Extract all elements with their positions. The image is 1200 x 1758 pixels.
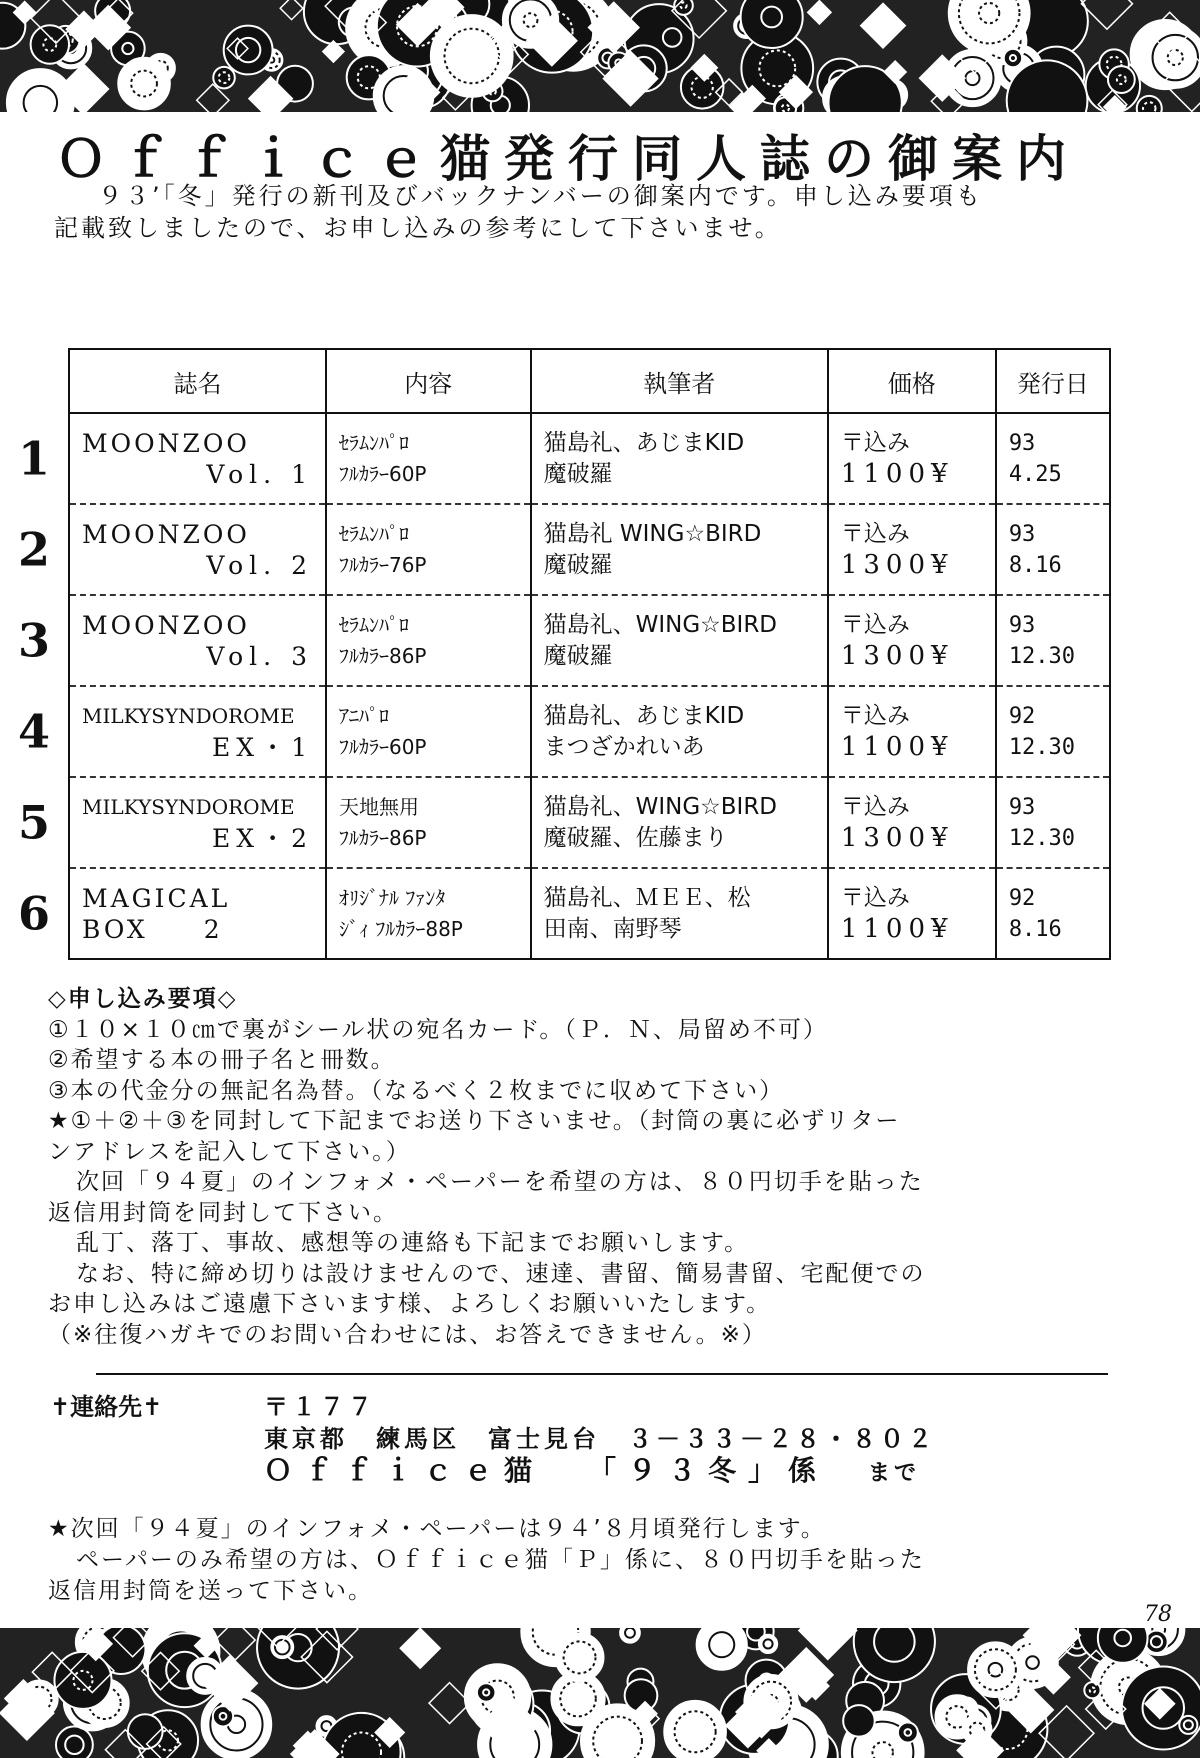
header-title: 誌名 [69,349,326,413]
guide-line: ①１０×１０㎝で裏がシール状の宛名カード。（Ｐ．Ｎ、局留め不可） [48,1016,828,1043]
price-value: 1100¥ [840,913,954,944]
date-year: 92 [1008,885,1036,911]
price-value: 1300¥ [840,549,954,580]
price-note: 〒込み [840,702,910,729]
price-note: 〒込み [840,429,910,456]
date-day: 12.30 [1008,734,1076,760]
table-row [69,686,1110,777]
cell-content [326,504,531,595]
bottom-ornament-medallion [759,1635,777,1653]
content-line-1: ｵﾘｼﾞﾅﾙ ﾌｧﾝﾀ [338,885,446,910]
bottom-ornament-medallion [556,1633,604,1681]
price-value: 1300¥ [840,822,954,853]
cell-date [996,777,1110,868]
title-line-1: MILKYSYNDOROME [82,703,295,728]
guide-line: お申し込みはご遠慮下さいます様、よろしくお願いいたします。 [48,1291,772,1317]
order-guide [48,984,1158,1350]
guide-line: 次回「９４夏」のインフォメ・ペーパーを希望の方は、８０円切手を貼った [76,1169,924,1195]
bottom-ornament-medallion [477,1683,496,1702]
contact-address [264,1391,936,1455]
authors-line-2: 魔破羅 [543,642,613,669]
authors-line-2: まつざかれいあ [543,733,705,760]
date-year: 92 [1008,703,1036,729]
table-header-row [69,349,1110,413]
ornament-pattern-bottom [0,1628,1200,1758]
contact-office [264,1455,920,1490]
title-line-1: MAGICAL [82,883,231,913]
date-year: 93 [1008,794,1036,820]
content-line-2: ﾌﾙｶﾗｰ86P [338,825,427,850]
date-day: 8.16 [1008,552,1062,578]
cell-title [17,777,326,868]
cell-price [828,413,996,504]
guide-line: ★①＋②＋③を同封して下記までお送り下さいませ。（封筒の裏に必ずリター [48,1108,901,1134]
authors-line-2: 魔破羅、佐藤まり [543,824,728,851]
cell-title [17,504,326,595]
cell-date [996,595,1110,686]
bottom-ornament-medallion [271,1636,293,1658]
cell-price [828,595,996,686]
page-title: Ｏｆｆｉｃｅ猫発行同人誌の御案内 [56,129,1080,188]
content-line-1: ｱﾆﾊﾟﾛ [338,703,389,728]
cell-content [326,777,531,868]
decorative-top-border [0,0,1200,112]
top-ornament-medallion [213,67,235,89]
title-line-1: MILKYSYNDOROME [82,794,295,819]
title-line-2: Vol. 1 [206,459,313,489]
intro-line-2: 記載致しましたので、お申し込みの参考にして下さいませ。 [54,214,782,242]
cell-date [996,686,1110,777]
date-day: 4.25 [1008,461,1062,487]
bottom-ornament-medallion [843,1705,875,1737]
office-name: Ｏｆｆｉｃｅ猫 [264,1454,545,1487]
row-number: 1 [17,431,50,485]
guide-line: 乱丁、落丁、事故、感想等の連絡も下記までお願いします。 [76,1230,750,1256]
content-line-2: ﾌﾙｶﾗｰ60P [338,734,427,759]
cell-date [996,868,1110,959]
office-suffix: まで [868,1461,921,1486]
guide-heading: ◇申し込み要項◇ [48,986,238,1012]
price-note: 〒込み [840,793,910,820]
row-number: 5 [17,795,50,849]
table-row [69,595,1110,686]
bottom-ornament-medallion [1179,1716,1197,1734]
content-line-2: ﾌﾙｶﾗｰ86P [338,643,427,668]
authors-line-1: 猫島礼、ＭＥＥ、松 [543,884,751,911]
notice-line-1: ★次回「９４夏」のインフォメ・ペーパーは９４’８月頃発行します。 [48,1516,826,1542]
title-line-2: Vol. 2 [206,550,313,580]
divider [96,1373,1108,1375]
content-line-1: ｾﾗﾑﾝﾊﾟﾛ [338,521,409,546]
bottom-ornament-medallion [128,1714,163,1749]
cell-authors [531,868,828,959]
price-note: 〒込み [840,611,910,638]
top-ornament-medallion [224,26,273,75]
paper-notice [48,1514,1158,1607]
row-number: 3 [17,613,50,667]
top-ornament-medallion [674,0,693,15]
top-ornament-medallion [31,25,69,63]
authors-line-1: 猫島礼、WING☆BIRD [543,611,778,638]
cell-authors [531,504,828,595]
date-day: 8.16 [1008,916,1062,942]
cell-price [828,686,996,777]
table-row [69,868,1110,959]
cell-price [828,504,996,595]
guide-line: ③本の代金分の無記名為替。（なるべく２枚までに収めて下さい） [48,1077,785,1104]
title-line-2: EX・1 [212,732,313,762]
table-row [69,413,1110,504]
price-note: 〒込み [840,884,910,911]
cell-title [17,868,326,959]
content-line-1: ｾﾗﾑﾝﾊﾟﾛ [338,430,409,455]
street-address: 東京都 練馬区 富士見台 ３－３３－２８・８０２ [264,1425,936,1453]
title-line-1: MOONZOO [82,519,250,549]
authors-line-2: 田南、南野琴 [543,915,682,942]
top-ornament-medallion [1108,66,1135,93]
authors-line-1: 猫島礼 WING☆BIRD [543,520,762,547]
authors-line-1: 猫島礼、WING☆BIRD [543,793,778,820]
date-year: 93 [1008,430,1036,456]
guide-line: ンアドレスを記入して下さい。） [48,1138,411,1165]
office-dept: 「９３冬」係 [588,1454,829,1487]
cell-content [326,686,531,777]
bottom-ornament-medallion [898,1723,918,1743]
content-line-2: ｼﾞｨ ﾌﾙｶﾗｰ88P [338,916,463,941]
content-line-1: 天地無用 [338,794,419,819]
postal-code: 〒１７７ [264,1393,376,1421]
title-line-2: BOX 2 [82,914,223,944]
bottom-ornament-medallion [620,1628,640,1643]
cell-price [828,868,996,959]
top-ornament-medallion [1137,96,1162,112]
top-ornament-medallion [1004,49,1022,67]
page-number: 78 [1144,1602,1172,1627]
header-date: 発行日 [996,349,1110,413]
guide-line: （※往復ハガキでのお問い合わせには、お答えできません。※） [48,1321,767,1348]
header-content: 内容 [326,349,531,413]
date-day: 12.30 [1008,825,1076,851]
cell-title [17,595,326,686]
cell-content [326,595,531,686]
content-line-2: ﾌﾙｶﾗｰ76P [338,552,427,577]
cell-content [326,868,531,959]
title-line-1: MOONZOO [82,428,250,458]
authors-line-1: 猫島礼、あじまKID [543,429,745,456]
price-value: 1100¥ [840,458,954,489]
top-ornament-medallion [118,58,170,110]
row-number: 4 [17,704,50,758]
cell-authors [531,595,828,686]
row-number: 2 [17,522,50,576]
bottom-ornament-medallion [697,1628,747,1670]
notice-line-3: 返信用封筒を送って下さい。 [48,1578,373,1604]
cell-date [996,413,1110,504]
cell-price [828,777,996,868]
title-line-2: EX・2 [212,823,313,853]
guide-line: なお、特に締め切りは設けませんので、速達、書留、簡易書留、宅配便での [76,1260,926,1287]
date-year: 93 [1008,521,1036,547]
content-line-2: ﾌﾙｶﾗｰ60P [338,461,427,486]
bottom-ornament-medallion [1145,1631,1167,1653]
cell-authors [531,413,828,504]
date-day: 12.30 [1008,643,1076,669]
cell-title [17,413,326,504]
authors-line-2: 魔破羅 [543,460,613,487]
table-row [69,777,1110,868]
table-row [69,504,1110,595]
price-value: 1300¥ [840,640,954,671]
ornament-pattern-top [0,0,1200,112]
bottom-ornament-medallion [664,1701,726,1758]
bottom-ornament-medallion [56,1726,93,1758]
authors-line-1: 猫島礼、あじまKID [543,702,745,729]
content-line-1: ｾﾗﾑﾝﾊﾟﾛ [338,612,409,637]
cell-authors [531,686,828,777]
cell-content [326,413,531,504]
intro-line-1: ９３’「冬」発行の新刊及びバックナンバーの御案内です。申し込み要項も [98,182,983,210]
row-number: 6 [17,886,50,940]
cell-date [996,504,1110,595]
intro-text [54,180,1144,244]
notice-line-2: ペーパーのみ希望の方は、Ｏｆｆｉｃｅ猫「Ｐ」係に、８０円切手を貼った [76,1547,925,1573]
header-price: 価格 [828,349,996,413]
contact-label: ✝連絡先✝ [50,1393,163,1421]
cell-title [17,686,326,777]
guide-line: ②希望する本の冊子名と冊数。 [48,1047,396,1073]
guide-line: 返信用封筒を同封して下さい。 [48,1199,398,1226]
decorative-bottom-border [0,1628,1200,1758]
cell-authors [531,777,828,868]
price-value: 1100¥ [840,731,954,762]
top-ornament-medallion [663,28,682,47]
title-line-2: Vol. 3 [206,641,313,671]
price-note: 〒込み [840,520,910,547]
header-authors: 執筆者 [531,349,828,413]
date-year: 93 [1008,612,1036,638]
authors-line-2: 魔破羅 [543,551,613,578]
title-line-1: MOONZOO [82,610,250,640]
catalog-table [17,348,1111,960]
